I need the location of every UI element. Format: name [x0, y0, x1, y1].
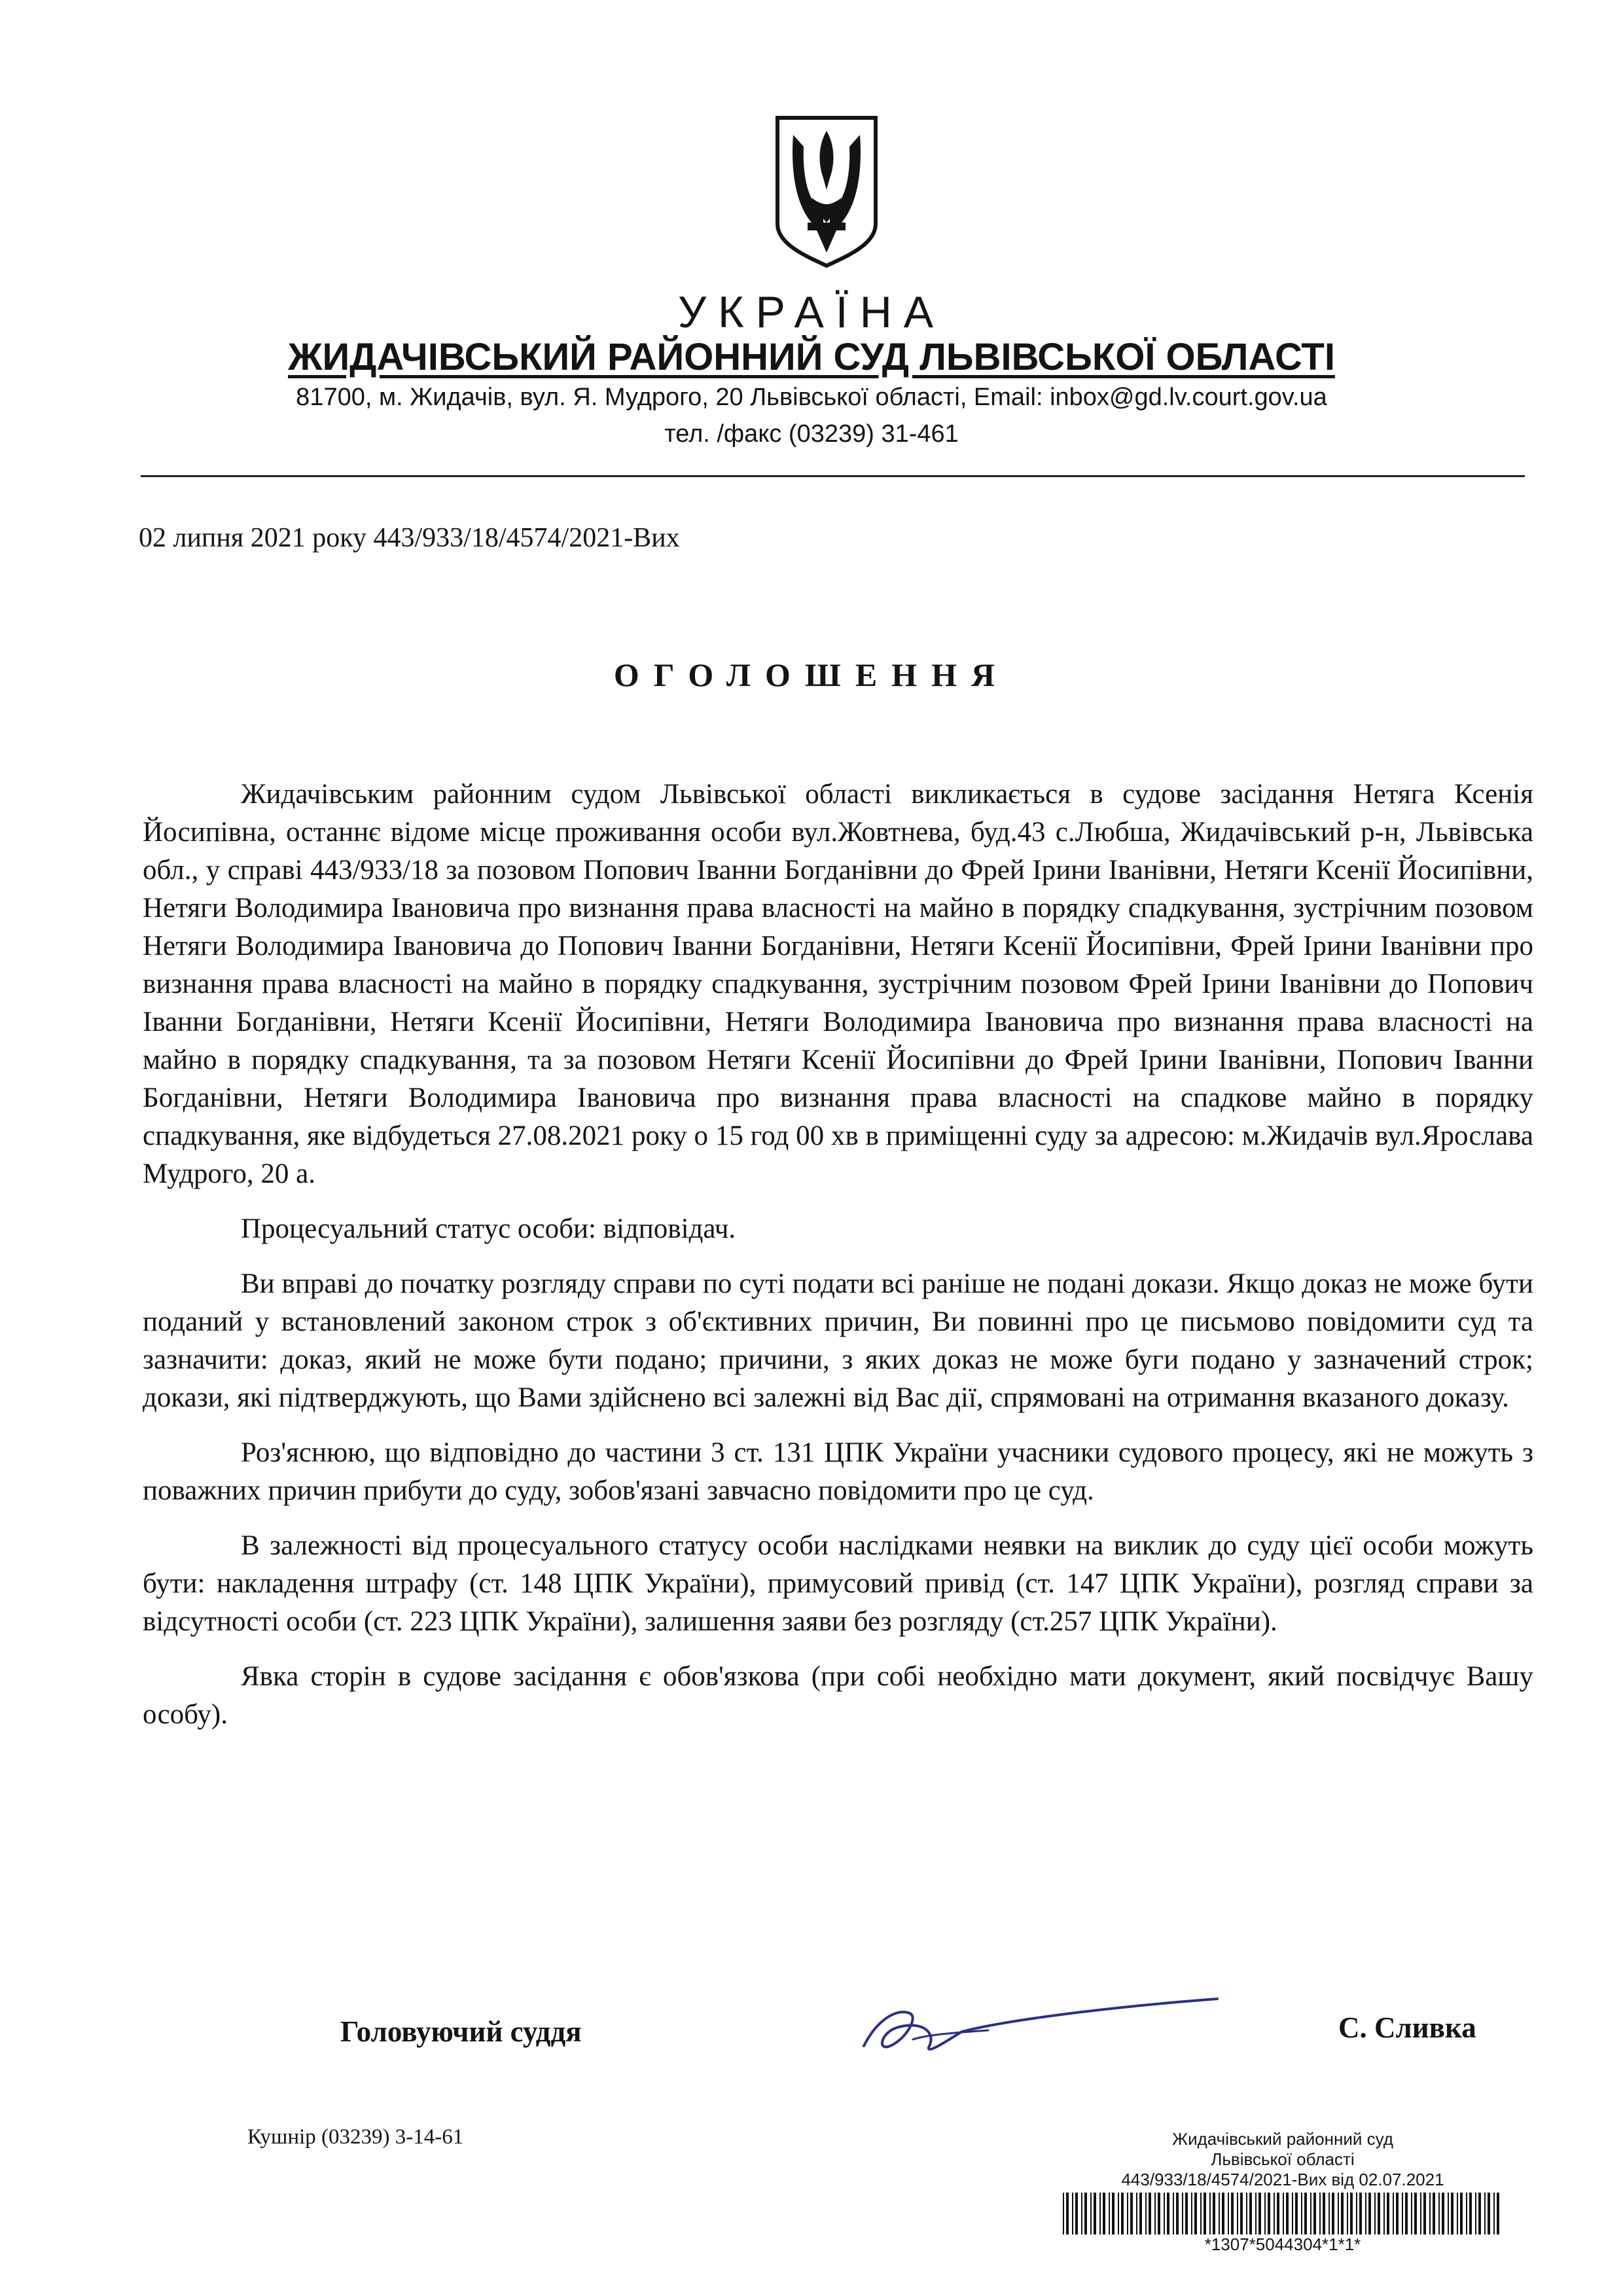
stamp-court-line2: Львівської області: [1211, 2149, 1355, 2169]
handwritten-signature: [851, 1994, 1224, 2066]
paragraph-attendance: Явка сторін в судове засідання є обов'язкова (при собі необхідно мати документ, який посвідчує Вашу особу).: [143, 1661, 1533, 1730]
barcode-number: *1307*5044304*1*1*: [1204, 2234, 1361, 2254]
paragraph-evidence: Ви вправі до початку розгляду справи по суті подати всі раніше не подані докази. Якщо доказ не може бути поданий у встановлений законом строк з об'єктивних причин, Ви повинні про це письмово повідомити суд та зазначити: доказ, який не може бути подано; причини, з яких доказ не може буги подано у зазначений строк; докази, які підтверджують, що Вами здійснено всі залежні від Вас дії, спрямовані на отримання вказаного доказу.: [143, 1268, 1533, 1413]
document-date-reference: 02 липня 2021 року 443/933/18/4574/2021-Вих: [139, 523, 680, 553]
paragraph-consequences: В залежності від процесуального статусу особи наслідками неявки на виклик до суду цієї особи можуть бути: накладення штрафу (ст. 148 ЦПК України), примусовий привід (ст. 147 ЦПК України), розгляд справи за відсутності особи (ст. 223 ЦПК України), залишення заяви без розгляду (ст.257 ЦПК України).: [143, 1530, 1533, 1637]
paragraph-explanation: Роз'яснюю, що відповідно до частини 3 ст. 131 ЦПК України учасники судового процесу, які не можуть з поважних причин прибути до суду, зобов'язані завчасно повідомити про це суд.: [143, 1437, 1533, 1506]
stamp-reference: 443/933/18/4574/2021-Вих від 02.07.2021: [1121, 2170, 1444, 2189]
executor-contact: Кушнір (03239) 3-14-61: [247, 2125, 464, 2149]
paragraph-status: Процесуальний статус особи: відповідач.: [241, 1213, 736, 1244]
stamp-court-line1: Жидачівський районний суд: [1172, 2129, 1393, 2149]
court-name-heading: ЖИДАЧІВСЬКИЙ РАЙОННИЙ СУД ЛЬВІВСЬКОЇ ОБЛАСТІ: [288, 336, 1335, 378]
court-address: 81700, м. Жидачів, вул. Я. Мудрого, 20 Львівської області, Email: inbox@gd.lv.court.gov.ua: [296, 384, 1327, 411]
document-title: ОГОЛОШЕННЯ: [613, 656, 1010, 693]
signature-label: Головуючий суддя: [340, 2015, 582, 2048]
registration-stamp: [1047, 2129, 1518, 2255]
judge-name: С. Сливка: [1338, 2011, 1476, 2044]
header-divider: [141, 475, 1525, 477]
country-heading: УКРАЇНА: [677, 287, 946, 337]
barcode: [1060, 2193, 1505, 2234]
paragraph-summons: Жидачівським районним судом Львівської області викликається в судове засідання Нетяга Ксенія Йосипівна, останнє відоме місце проживання особи вул.Жовтнева, буд.43 с.Любша, Жидачівський р-н, Львівська обл., у справі 443/933/18 за позовом Попович Іванни Богданівни до Фрей Ірини Іванівни, Нетяги Ксенії Йосипівни, Нетяги Володимира Івановича про визнання права власності на майно в порядку спадкування, зустрічним позовом Нетяги Володимира Івановича до Попович Іванни Богданівни, Нетяги Ксенії Йосипівни, Фрей Ірини Іванівни про визнання права власності на майно в порядку спадкування, зустрічним позовом Фрей Ірини Іванівни до Попович Іванни Богданівни, Нетяги Ксенії Йосипівни, Нетяги Володимира Івановича про визнання права власності на майно в порядку спадкування, та за позовом Нетяги Ксенії Йосипівни до Фрей Ірини Іванівни, Попович Іванни Богданівни, Нетяги Володимира Івановича про визнання права власності на спадкове майно в порядку спадкування, яке відбудеться 27.08.2021 року о 15 год 00 хв в приміщенні суду за адресою: м.Жидачів вул.Ярослава Мудрого, 20 а.: [143, 779, 1533, 1189]
trident-emblem-icon: [771, 113, 882, 270]
court-phone: тел. /факс (03239) 31-461: [664, 420, 959, 448]
announcement-body: [143, 776, 1533, 1751]
